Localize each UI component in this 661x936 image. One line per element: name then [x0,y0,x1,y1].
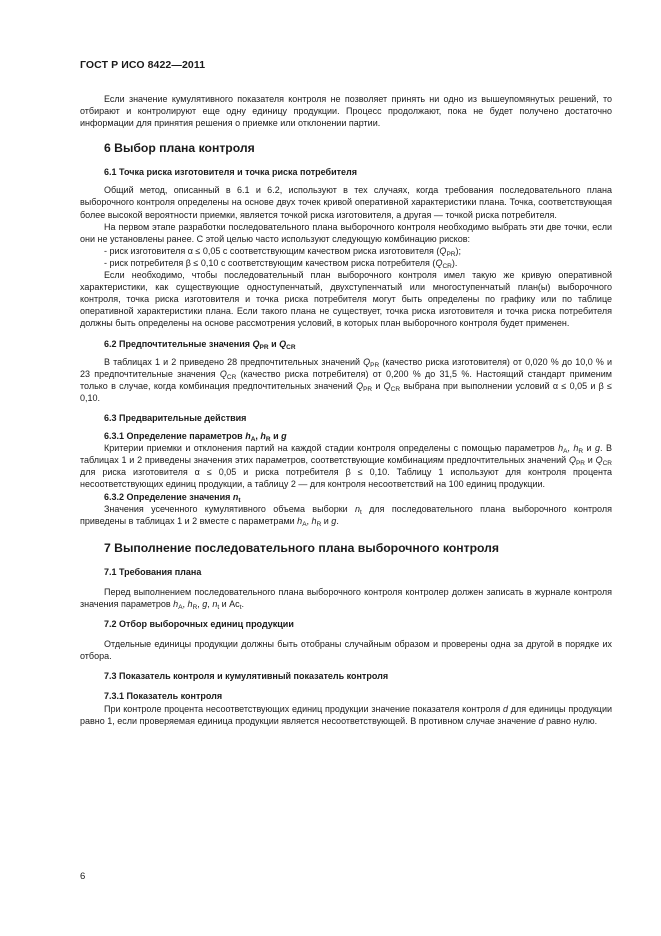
risk-list-item-producer: - риск изготовителя α ≤ 0,05 с соответствующим качеством риска изготовителя $(Q_{PR})$; [104,245,461,258]
subsection-6-3-2-heading: 6.3.2 Определение значения $n_t$ [104,491,241,504]
paragraph-7-2: Отдельные единицы продукции должны быть отобраны случайным образом и проверены одна за другой в порядке их отбора. [80,639,612,662]
subsection-7-2-heading: 7.2 Отбор выборочных единиц продукции [104,619,294,630]
page-content [80,93,612,727]
paragraph-7-1: Перед выполнением последовательного плана выборочного контроля контролер должен записать в журнале контроля значения параметров $h_A$, $h_R$, g, $n_t$ и $Ac_t$. [80,586,612,611]
subsection-6-3-1-heading: 6.3.1 Определение параметров $h_A$, $h_R$ и g [104,431,287,444]
subsection-7-1-heading: 7.1 Требования плана [104,566,202,577]
subsection-7-3-heading: 7.3 Показатель контроля и кумулятивный показатель контроля [104,671,389,682]
paragraph-7-3-1: При контроле процента несоответствующих единиц продукции значение показателя контроля d для единицы продукции равно 1, если проверяемая единица продукции является несоответствующей. В противном случае значение d равно нулю. [80,703,613,726]
paragraph-6-1-c: Если необходимо, чтобы последовательный план выборочного контроля имел такую же кривую оперативной характеристики, как существующие одноступенчатый, двухступенчатый или многоступенчатый план(ы) выборочного контроля, точка риска изготовителя и точка риска потребителя могут быть определены по графику или по таблице оперативной характеристики плана. Если такого плана не существует, точка риска изготовителя и точка риска потребителя должны быть определены на основе рассмотрения условий, в которых план выборочного контроля будет применен. [80,270,612,329]
risk-list-item-consumer: - риск потребителя β ≤ 0,10 с соответствующим качеством риска потребителя $(Q_{CR})$. [104,257,458,270]
paragraph-6-1-b: На первом этапе разработки последовательного плана выборочного контроля необходимо выбрать эти две точки, если они не установлены ранее. С этой целью часто используют следующую комбинацию рисков: [80,221,612,244]
page-header: ГОСТ Р ИСО 8422—2011 [80,59,206,71]
intro-paragraph: Если значение кумулятивного показателя контроля не позволяет принять ни одно из вышеупомянутых решений, то отбирают и контролируют еще одну единицу продукции. Процесс продолжают, пока не будет получено достаточно информации для принятия решения о приемке или отклонении партии. [80,94,612,129]
subsection-6-3-heading: 6.3 Предварительные действия [104,412,247,423]
paragraph-6-1-a: Общий метод, описанный в 6.1 и 6.2, используют в тех случаях, когда требования последовательного плана выборочного контроля определены на основе двух точек кривой оперативной характеристики плана. Точка, соответствующая более высокой вероятности приемки, является точкой риска изготовителя, а другая — точкой риска потребителя. [80,185,612,220]
section-7-heading: 7 Выполнение последовательного плана выборочного контроля [104,540,500,555]
subsection-6-1-heading: 6.1 Точка риска изготовителя и точка риска потребителя [104,167,357,178]
section-6-heading: 6 Выбор плана контроля [104,141,255,156]
paragraph-6-2: В таблицах 1 и 2 приведено 28 предпочтительных значений $Q_{PR}$ (качество риска изготовителя) от 0,020 % до 10,0 % и 23 предпочтительные значения $Q_{CR}$ (качество риска потребителя) от 0,200 % до 31,5 %. Настоящий стандарт применим только в случае, когда комбинация предпочтительных значений $Q_{PR}$ и $Q_{CR}$ выбрана при выполнении условий α ≤ 0,05 и β ≤ 0,10. [80,356,613,403]
subsection-6-2-heading: 6.2 Предпочтительные значения $Q_{PR}$ и $Q_{CR}$ [104,338,296,351]
paragraph-6-3-1: Критерии приемки и отклонения партий на каждой стадии контроля определены с помощью параметров $h_A$, $h_R$ и g. В таблицах 1 и 2 приведены значения этих параметров, соответствующие комбинациям предпочтительных значений $Q_{PR}$ и $Q_{CR}$ для риска изготовителя α ≤ 0,05 и риска потребителя β ≤ 0,10. Таблицу 1 используют для контроля процента несоответствующих единиц продукции, а таблицу 2 — для контроля несоответствий на 100 единиц продукции. [80,443,612,490]
paragraph-6-3-2: Значения усеченного кумулятивного объема выборки $n_t$ для последовательного плана выборочного контроля приведены в таблицах 1 и 2 вместе с параметрами $h_A$, $h_R$ и g. [80,503,612,528]
subsection-7-3-1-heading: 7.3.1 Показатель контроля [104,691,223,702]
page-number: 6 [80,871,86,882]
